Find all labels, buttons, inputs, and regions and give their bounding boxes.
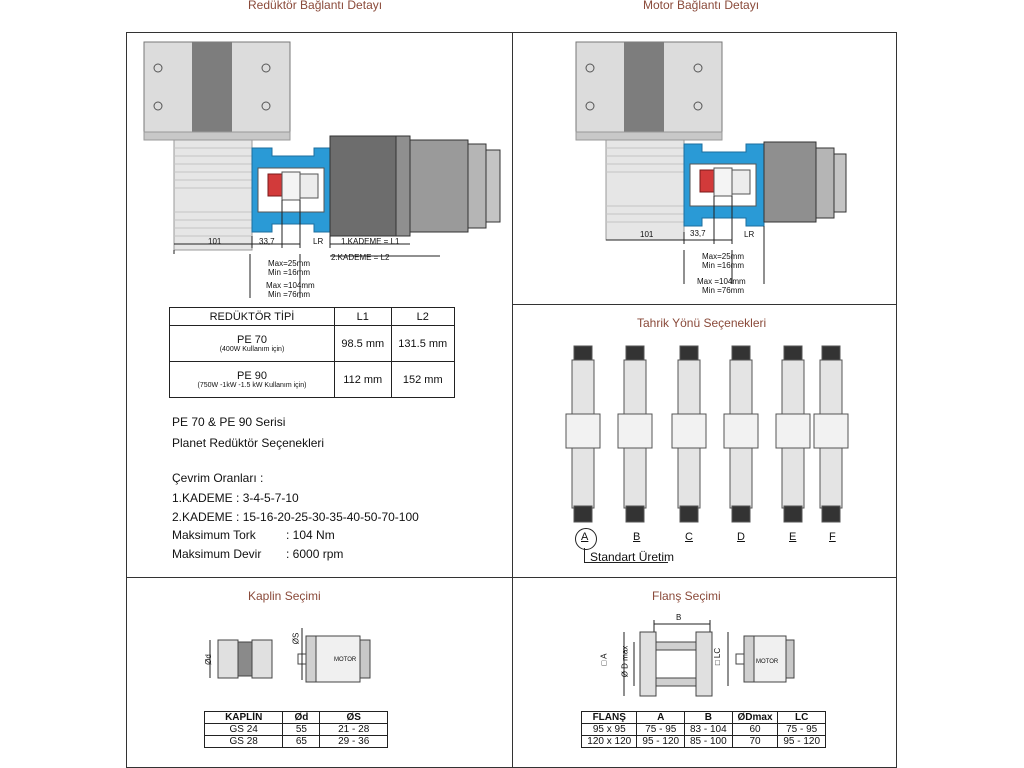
flange-b-label: B [676,613,682,622]
reducer-min16: Min =16mm [268,268,311,277]
coupling-table [204,711,388,748]
reducer-table-header-l1: L1 [335,308,392,326]
vertical-divider-bottom [512,577,513,768]
ratios-title: Çevrim Oranları : [172,471,264,485]
flange-cell: 60 [732,724,778,736]
coupling-cell: GS 28 [205,736,283,748]
flange-cell: 70 [732,736,778,748]
reducer-max25: Max=25mm [268,259,311,268]
standard-pointer-line [584,548,585,562]
max-torque-label: Maksimum Tork [172,528,256,542]
drive-options-drawing [560,338,860,528]
flange-header-dmax: ØDmax [732,712,778,724]
reducer-type-name: PE 90 [237,370,267,382]
actuator-c [672,346,706,522]
flange-cell: 85 - 100 [685,736,733,748]
coupling-cell: GS 24 [205,724,283,736]
actuator-f [814,346,848,522]
option-c: C [685,531,693,543]
reducer-table-header-l2: L2 [391,308,454,326]
flange-cell: 83 - 104 [685,724,733,736]
reducer-max104: Max =104mm [266,281,315,290]
standard-production-label: Standart Üretim [590,550,675,564]
coupling-s-label: ØS [291,632,301,645]
coupling-motor-label: MOTOR [334,657,357,663]
coupling-cell: 65 [283,736,320,748]
flange-header-type: FLANŞ [582,712,637,724]
actuator-a [566,346,600,522]
reducer-connection-drawing [130,36,510,306]
reducer-type-cell [170,326,335,362]
flange-drawing [604,612,804,702]
reducer-l1-cell: 112 mm [335,362,392,398]
coupling-cell: 29 - 36 [320,736,388,748]
actuator-d [724,346,758,522]
motor-min16: Min =16mm [702,261,745,270]
option-d: D [737,531,745,543]
motor-detail-title: Motor Bağlantı Detayı [643,0,760,12]
option-a: A [581,531,589,543]
coupling-header-s: ØS [320,712,388,724]
flange-cell: 75 - 95 [778,724,826,736]
motor-max25: Max=25mm [702,252,745,261]
table-row [170,326,455,362]
flange-motor-label: MOTOR [756,659,779,665]
table-row [170,362,455,398]
flange-cell: 95 - 120 [637,736,685,748]
reducer-dim-337: 33,7 [259,237,275,246]
right-divider [512,304,897,305]
reducer-stage2-length: 2.KADEME = L2 [331,253,390,262]
coupling-d-label: Ød [203,654,213,665]
coupling-header-type: KAPLİN [205,712,283,724]
option-f: F [829,531,836,543]
motor-dim-lr: LR [744,230,755,239]
flange-lc-label: □ LC [713,647,723,666]
flange-cell: 95 - 120 [778,736,826,748]
stage2-ratios: 2.KADEME : 15-16-20-25-30-35-40-50-70-100 [172,510,419,524]
stage1-ratios: 1.KADEME : 3-4-5-7-10 [172,491,299,505]
reducer-min76: Min =76mm [268,290,311,299]
option-b: B [633,531,641,543]
reducer-l2-cell: 131.5 mm [391,326,454,362]
max-speed-value: : 6000 rpm [286,547,344,561]
max-speed-label: Maksimum Devir [172,547,262,561]
coupling-cell: 55 [283,724,320,736]
actuator-b [618,346,652,522]
table-row [582,736,826,748]
reducer-type-note: (750W -1kW -1.5 kW Kullanım için) [197,382,307,389]
flange-cell: 120 x 120 [582,736,637,748]
flange-title: Flanş Seçimi [652,589,721,603]
table-row [205,724,388,736]
reducer-series: PE 70 & PE 90 Serisi [172,415,286,429]
motor-dim-101: 101 [640,230,654,239]
motor-dim-337: 33,7 [690,229,706,238]
reducer-options: Planet Redüktör Seçenekleri [172,436,325,450]
reducer-l2-cell: 152 mm [391,362,454,398]
coupling-cell: 21 - 28 [320,724,388,736]
reducer-stage1-length: 1.KADEME = L1 [341,237,400,246]
reducer-type-name: PE 70 [237,334,267,346]
reducer-table-header-type: REDÜKTÖR TİPİ [170,308,335,326]
table-row [582,724,826,736]
reducer-type-note: (400W Kullanım için) [219,346,285,353]
reducer-detail-title: Redüktör Bağlantı Detayı [248,0,383,12]
flange-header-lc: LC [778,712,826,724]
reducer-dim-lr: LR [313,237,324,246]
flange-header-b: B [685,712,733,724]
reducer-l1-cell: 98.5 mm [335,326,392,362]
option-e: E [789,531,797,543]
coupling-header-d: Ød [283,712,320,724]
reducer-type-table [169,307,455,398]
flange-header-a: A [637,712,685,724]
max-torque-value: : 104 Nm [286,528,335,542]
flange-cell: 95 x 95 [582,724,637,736]
reducer-dim-101: 101 [208,237,222,246]
coupling-title: Kaplin Seçimi [248,589,321,603]
reducer-type-cell [170,362,335,398]
actuator-e [776,346,810,522]
flange-dmax-label: Ø D max [620,645,630,678]
table-row [205,736,388,748]
flange-table [581,711,826,748]
flange-cell: 75 - 95 [637,724,685,736]
drive-options-title: Tahrik Yönü Seçenekleri [637,316,767,330]
motor-min76: Min =76mm [702,286,745,295]
flange-a-label: □ A [599,653,609,666]
motor-max104: Max =104mm [697,277,746,286]
